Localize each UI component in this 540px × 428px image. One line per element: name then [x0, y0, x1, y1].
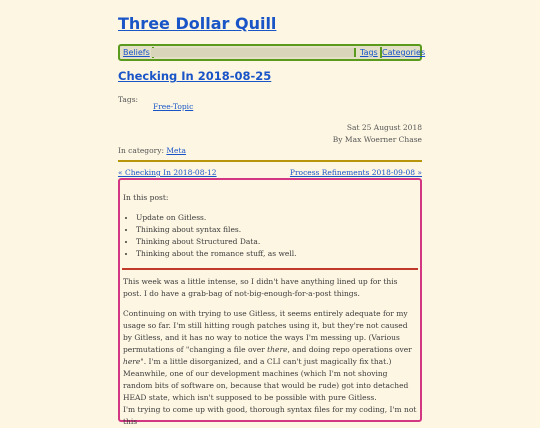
nav-link-categories[interactable]: Categories	[382, 48, 426, 57]
paragraph	[123, 308, 418, 404]
post-date: Sat 25 August 2018	[346, 123, 422, 132]
paragraph-text: ". I'm a little disorganized, and a CLI can't just magically fix that.) Meanwhile, one of our development machines (which I'm not shoving random bits of software on, because that would be rude) got into detached HEAD state, which isn't supposed to be possible with pure Gitless.	[123, 357, 409, 402]
site-title-link[interactable]: Three Dollar Quill	[118, 14, 277, 33]
category-link-meta[interactable]: Meta	[166, 146, 186, 155]
toc-heading: In this post:	[123, 193, 169, 202]
tag-link-free-topic[interactable]: Free-Topic	[153, 102, 194, 111]
emphasis-text: there	[267, 345, 288, 354]
toc-list	[123, 212, 416, 260]
toc-item: • Thinking about the romance stuff, as well.	[136, 248, 416, 260]
post-body	[118, 178, 422, 426]
paragraph-text: Continuing on with trying to use Gitless, it seems entirely adequate for my usage so far. I'm still hitting rough patches using it, but they're not caused by Gitless, and it has no way to notice the ways I'm messing up. (Various permutations of "changing a file over	[123, 309, 408, 354]
nav-spacer	[151, 48, 356, 57]
next-post-link[interactable]: Process Refinements 2018-09-08 »	[289, 168, 422, 177]
emphasis-text: here	[123, 357, 141, 366]
category-label: In category:	[118, 146, 164, 155]
nav-link-tags[interactable]: Tags	[358, 47, 382, 58]
post-author: By Max Woerner Chase	[332, 135, 422, 144]
post-meta	[333, 122, 422, 146]
toc-item: • Update on Gitless.	[136, 212, 416, 224]
post-title-link[interactable]: Checking In 2018-08-25	[118, 69, 272, 83]
paragraph: This week was a little intense, so I didn't have anything lined up for this post. I do have a grab-bag of not-big-enough-for-a-post things.	[123, 277, 398, 298]
toc-item: • Thinking about syntax files.	[136, 224, 416, 236]
nav-link-beliefs[interactable]: Beliefs	[121, 47, 154, 58]
nav-bar	[118, 44, 426, 61]
divider	[118, 160, 422, 162]
post-category	[118, 146, 186, 155]
tags-label: Tags:	[118, 95, 139, 104]
paragraph: I'm trying to come up with good, thorough syntax files for my coding, I'm not this	[123, 405, 417, 426]
toc-item: • Thinking about Structured Data.	[136, 236, 416, 248]
prev-post-link[interactable]: « Checking In 2018-08-12	[118, 168, 217, 177]
paragraph-text: , and doing repo operations over	[287, 345, 412, 354]
section-divider	[122, 268, 418, 270]
